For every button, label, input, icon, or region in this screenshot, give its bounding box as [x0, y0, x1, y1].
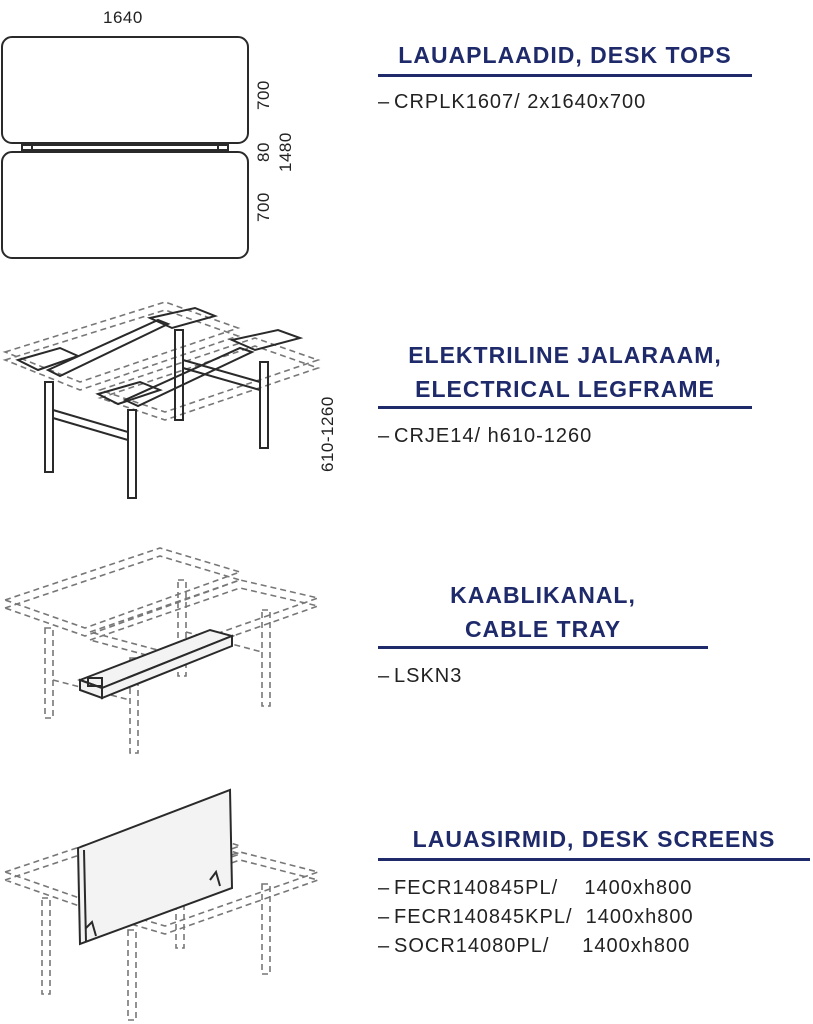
- heading-line: KAABLIKANAL,: [450, 582, 636, 608]
- heading-rule: [378, 74, 752, 77]
- heading-rule: [378, 646, 708, 649]
- item-list: [378, 88, 646, 117]
- heading-rule: [378, 858, 810, 861]
- list-item: – CRJE14/ h610-1260: [378, 425, 593, 447]
- item-list: [378, 662, 462, 691]
- dim-total: 1480: [276, 132, 295, 172]
- section-desk-tops: [0, 0, 813, 270]
- dim-height: 610-1260: [318, 396, 337, 472]
- heading-line: CABLE TRAY: [464, 616, 622, 642]
- desk-top-upper: [2, 37, 248, 143]
- dim-width: 1640: [103, 8, 143, 27]
- list-item: – LSKN3: [378, 665, 463, 687]
- list-item: – SOCR14080PL/ 1400xh800: [378, 935, 691, 957]
- item-list: [378, 422, 592, 451]
- section-cable-tray: [0, 540, 813, 760]
- heading-line: ELEKTRILINE JALARAAM,: [408, 342, 722, 368]
- heading-desk-screens: [378, 822, 810, 856]
- section-legframe: [0, 290, 813, 520]
- heading-legframe: [378, 338, 752, 406]
- desk-top-lower: [2, 152, 248, 258]
- list-item: – CRPLK1607/ 2x1640x700: [378, 91, 647, 113]
- heading-rule: [378, 406, 752, 409]
- legframe-drawing: [0, 290, 340, 520]
- heading-cable-tray: [378, 578, 708, 646]
- heading-desk-tops: [378, 38, 752, 72]
- desk-screens-drawing: [0, 780, 340, 1024]
- heading-line: ELECTRICAL LEGFRAME: [415, 376, 715, 402]
- section-desk-screens: [0, 780, 813, 1024]
- dim-depth-bottom: 700: [254, 192, 273, 222]
- heading-line: LAUASIRMID, DESK SCREENS: [412, 826, 776, 852]
- cable-tray-drawing: [0, 540, 340, 760]
- dim-gap: 80: [254, 142, 273, 162]
- item-list: [378, 874, 694, 961]
- heading-line: LAUAPLAADID, DESK TOPS: [398, 42, 732, 68]
- dim-depth-top: 700: [254, 80, 273, 110]
- list-item: – FECR140845PL/ 1400xh800: [378, 877, 693, 899]
- list-item: – FECR140845KPL/ 1400xh800: [378, 906, 694, 928]
- desk-screen-panel: [78, 790, 232, 944]
